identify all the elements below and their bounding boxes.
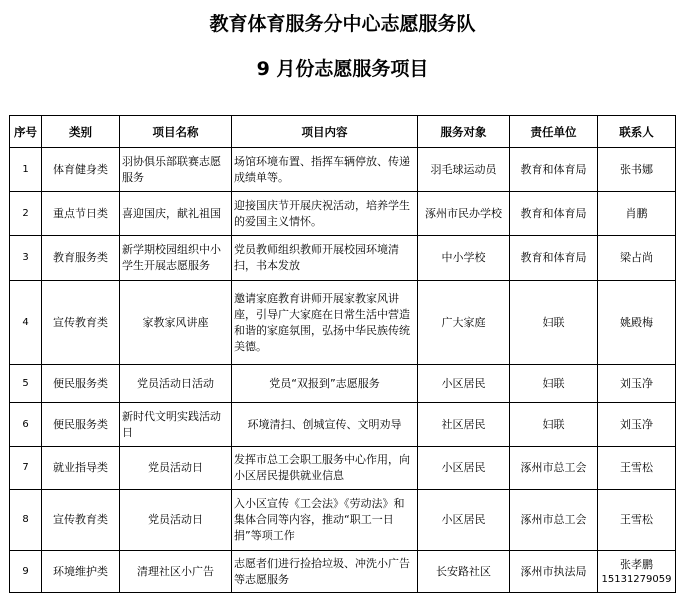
cell-category: 便民服务类: [42, 403, 120, 447]
cell-unit: 涿州市总工会: [510, 447, 598, 490]
cell-contact: 刘玉净: [598, 365, 676, 403]
cell-name: 党员活动日: [120, 447, 232, 490]
table-header-row: [10, 116, 676, 148]
cell-unit: 妇联: [510, 365, 598, 403]
cell-category: 重点节日类: [42, 192, 120, 236]
cell-name: 党员活动日: [120, 490, 232, 551]
cell-contact: 肖鹏: [598, 192, 676, 236]
cell-category: 宣传教育类: [42, 281, 120, 365]
cell-content: 邀请家庭教育讲师开展家教家风讲座，引导广大家庭在日常生活中营造和谐的家庭氛围，弘扬中华民族传统美德。: [232, 281, 418, 365]
cell-category: 环境维护类: [42, 551, 120, 593]
cell-unit: 涿州市执法局: [510, 551, 598, 593]
cell-target: 中小学校: [418, 236, 510, 281]
header-name: 项目名称: [120, 116, 232, 148]
cell-unit: 妇联: [510, 403, 598, 447]
table-row: [10, 447, 676, 490]
cell-content: 党员“双报到”志愿服务: [232, 365, 418, 403]
contact-phone: 15131279059: [601, 574, 672, 585]
table-row: [10, 192, 676, 236]
cell-contact: 王雪松: [598, 447, 676, 490]
cell-unit: 涿州市总工会: [510, 490, 598, 551]
cell-content: 入小区宣传《工会法》《劳动法》和集体合同等内容，推动“职工一日捐”等项工作: [232, 490, 418, 551]
cell-unit: 妇联: [510, 281, 598, 365]
cell-unit: 教育和体育局: [510, 236, 598, 281]
cell-name: 家教家风讲座: [120, 281, 232, 365]
cell-contact: 张书娜: [598, 148, 676, 192]
cell-contact: 王雪松: [598, 490, 676, 551]
cell-content: 环境清扫、创城宣传、文明劝导: [232, 403, 418, 447]
page-title: 教育体育服务分中心志愿服务队: [209, 13, 476, 35]
table-row: [10, 236, 676, 281]
cell-name: 新学期校园组织中小学生开展志愿服务: [120, 236, 232, 281]
cell-target: 社区居民: [418, 403, 510, 447]
cell-seq: 4: [10, 281, 42, 365]
cell-name: 党员活动日活动: [120, 365, 232, 403]
cell-category: 就业指导类: [42, 447, 120, 490]
cell-target: 羽毛球运动员: [418, 148, 510, 192]
cell-target: 小区居民: [418, 365, 510, 403]
cell-content: 发挥市总工会职工服务中心作用，向小区居民提供就业信息: [232, 447, 418, 490]
cell-seq: 1: [10, 148, 42, 192]
header-unit: 责任单位: [510, 116, 598, 148]
table-row: [10, 403, 676, 447]
cell-category: 宣传教育类: [42, 490, 120, 551]
cell-seq: 5: [10, 365, 42, 403]
cell-target: 长安路社区: [418, 551, 510, 593]
cell-seq: 7: [10, 447, 42, 490]
cell-target: 涿州市民办学校: [418, 192, 510, 236]
cell-unit: 教育和体育局: [510, 192, 598, 236]
contact-name: 张孝鹏: [620, 558, 653, 571]
header-contact: 联系人: [598, 116, 676, 148]
cell-unit: 教育和体育局: [510, 148, 598, 192]
page-subtitle: 9 月份志愿服务项目: [256, 58, 429, 80]
cell-category: 便民服务类: [42, 365, 120, 403]
cell-name: 喜迎国庆，献礼祖国: [120, 192, 232, 236]
cell-name: 新时代文明实践活动日: [120, 403, 232, 447]
cell-name: 清理社区小广告: [120, 551, 232, 593]
header-target: 服务对象: [418, 116, 510, 148]
cell-content: 迎接国庆节开展庆祝活动，培养学生的爱国主义情怀。: [232, 192, 418, 236]
cell-target: 广大家庭: [418, 281, 510, 365]
cell-contact: 姚殿梅: [598, 281, 676, 365]
cell-name: 羽协俱乐部联赛志愿服务: [120, 148, 232, 192]
cell-category: 体育健身类: [42, 148, 120, 192]
cell-target: 小区居民: [418, 447, 510, 490]
cell-seq: 3: [10, 236, 42, 281]
cell-content: 场馆环境布置、指挥车辆停放、传递成绩单等。: [232, 148, 418, 192]
cell-contact: [598, 551, 676, 593]
cell-seq: 8: [10, 490, 42, 551]
cell-seq: 2: [10, 192, 42, 236]
table-row: [10, 365, 676, 403]
cell-seq: 9: [10, 551, 42, 593]
cell-contact: 刘玉净: [598, 403, 676, 447]
table-row: [10, 551, 676, 593]
header-content: 项目内容: [232, 116, 418, 148]
cell-contact: 梁占尚: [598, 236, 676, 281]
cell-seq: 6: [10, 403, 42, 447]
cell-category: 教育服务类: [42, 236, 120, 281]
table-row: [10, 490, 676, 551]
cell-content: 志愿者们进行捡拾垃圾、冲洗小广告等志愿服务: [232, 551, 418, 593]
header-seq: 序号: [10, 116, 42, 148]
header-category: 类别: [42, 116, 120, 148]
cell-target: 小区居民: [418, 490, 510, 551]
cell-content: 党员教师组织教师开展校园环境清扫，书本发放: [232, 236, 418, 281]
table-row: [10, 148, 676, 192]
table-row: [10, 281, 676, 365]
volunteer-projects-table: [9, 115, 676, 593]
